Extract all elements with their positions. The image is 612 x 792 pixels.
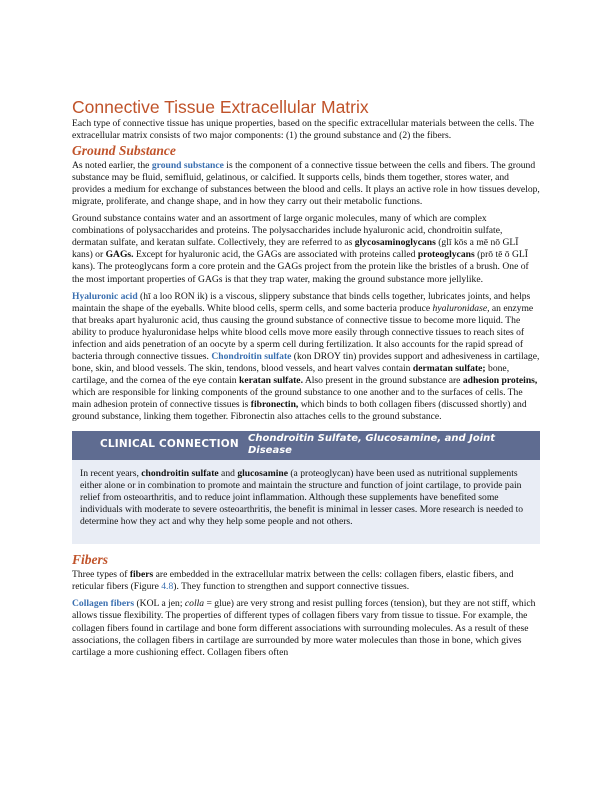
term-colla: colla [184, 598, 205, 610]
clinical-connection-label: CLINICAL CONNECTION [100, 438, 239, 451]
term-dermatan-sulfate: dermatan sulfate; [412, 362, 486, 374]
clinical-connection-header [72, 431, 540, 460]
term-chondroitin-sulfate-bold: chondroitin sulfate [141, 468, 219, 480]
term-glycosaminoglycans: glycosaminoglycans [354, 237, 436, 249]
clinical-connection-body [72, 460, 540, 544]
fibers-paragraph-2: Collagen fibers (KOL a jen; colla = glue) are very strong and resist pulling forces (tension), but they are not stiff, which allows tissue flexibility. The properties of different types of collagen fibers vary from tissue to tissue. For example, the collagen fibers found in cartilage and bone form different associations with surrounding molecules. As a result of these associations, the collagen fibers in cartilage are surrounded by more water molecules than those in bone, which gives cartilage a more cushioning effect. Collagen fibers often [72, 598, 536, 658]
term-collagen-fibers: Collagen fibers [72, 598, 135, 610]
ground-paragraph-3: Hyaluronic acid (hī a loo RON ik) is a viscous, slippery substance that binds cells together, lubricates joints, and helps maintain the shape of the eyeballs. White blood cells, sperm cells, and some bacteria produce hyaluronidase, an enzyme that breaks apart hyaluronic acid, thus causing the ground substance of connective tissue to become more liquid. The ability to produce hyaluronidase helps white blood cells move more easily through connective tissues to reach sites of infection and aids penetration of an oocyte by a sperm cell during fertilization. It also accounts for the rapid spread of bacteria through connective tissues. Chondroitin sulfate (kon DROY tin) provides support and adhesiveness in cartilage, bone, skin, and blood vessels. The skin, tendons, blood vessels, and heart valves contain dermatan sulfate; bone, cartilage, and the cornea of the eye contain keratan sulfate. Also present in the ground substance are adhesion proteins, which are responsible for linking components of the ground substance to one another and to the surfaces of cells. The main adhesion protein of connective tissues is fibronectin, which binds to both collagen fibers (discussed shortly) and ground substance, linking them together. Fibronectin also attaches cells to the ground substance. [72, 290, 540, 423]
figure-link[interactable]: 4.8 [161, 581, 174, 593]
fibers-paragraph-1: Three types of fibers are embedded in the extracellular matrix between the cells: collagen fibers, elastic fibers, and reticular fibers (Figure 4.8). They function to strengthen and support connective tissues. [72, 569, 514, 593]
content [72, 97, 540, 664]
fibers-heading: Fibers [72, 552, 109, 568]
term-fibers: fibers [129, 569, 154, 581]
term-gags: GAGs. [105, 249, 134, 261]
term-chondroitin-sulfate: Chondroitin sulfate [211, 350, 292, 362]
ground-paragraph-1: As noted earlier, the ground substance is the component of a connective tissue between the cells and fibers. The ground substance may be fluid, semifluid, gelatinous, or calcified. It supports cells, binds them together, stores water, and provides a medium for exchange of substances between the blood and cells. It plays an active role in how tissues develop, migrate, proliferate, and change shape, and in how they carry out their metabolic functions. [72, 160, 540, 208]
intro-paragraph: Each type of connective tissue has unique properties, based on the specific extracellular materials between the cells. The extracellular matrix consists of two major components: (1) the ground substance and (2) the fibers. [72, 118, 535, 142]
term-hyaluronidase: hyaluronidase, [432, 302, 490, 314]
page-title: Connective Tissue Extracellular Matrix [72, 97, 369, 117]
term-glucosamine: glucosamine [237, 468, 288, 480]
term-hyaluronic-acid: Hyaluronic acid [72, 290, 138, 302]
term-fibronectin: fibronectin, [250, 398, 299, 410]
term-proteoglycans: proteoglycans [417, 249, 475, 261]
clinical-connection-box [72, 431, 540, 544]
clinical-paragraph: In recent years, chondroitin sulfate and glucosamine (a proteoglycan) have been used as nutritional supplements either alone or in combination to promote and maintain the structure and function of joint cartilage, to provide pain relief from osteoarthritis, and to reduce joint inflammation. Although these supplements have benefited some individuals with moderate to severe osteoarthritis, the benefit is minimal in lesser cases. More research is needed to determine how they act and why they help some people and not others. [80, 468, 524, 528]
term-adhesion-proteins: adhesion proteins, [462, 374, 538, 386]
ground-substance-heading: Ground Substance [72, 143, 176, 159]
clinical-connection-title: Chondroitin Sulfate, Glucosamine, and Joint Disease [248, 433, 496, 457]
term-ground-substance: ground substance [151, 160, 224, 172]
ground-paragraph-2: Ground substance contains water and an assortment of large organic molecules, many of which are complex combinations of polysaccharides and proteins. The polysaccharides include hyaluronic acid, chondroitin sulfate, dermatan sulfate, and keratan sulfate. Collectively, they are referred to as glycosaminoglycans (glī kōs a mē nō GLĪ kans) or GAGs. Except for hyaluronic acid, the GAGs are associated with proteins called proteoglycans (prō tē ō GLĪ kans). The proteoglycans form a core protein and the GAGs project from the protein like the bristles of a brush. One of the most important properties of GAGs is that they trap water, making the ground substance more jellylike. [72, 213, 529, 285]
term-keratan-sulfate: keratan sulfate. [239, 374, 303, 386]
